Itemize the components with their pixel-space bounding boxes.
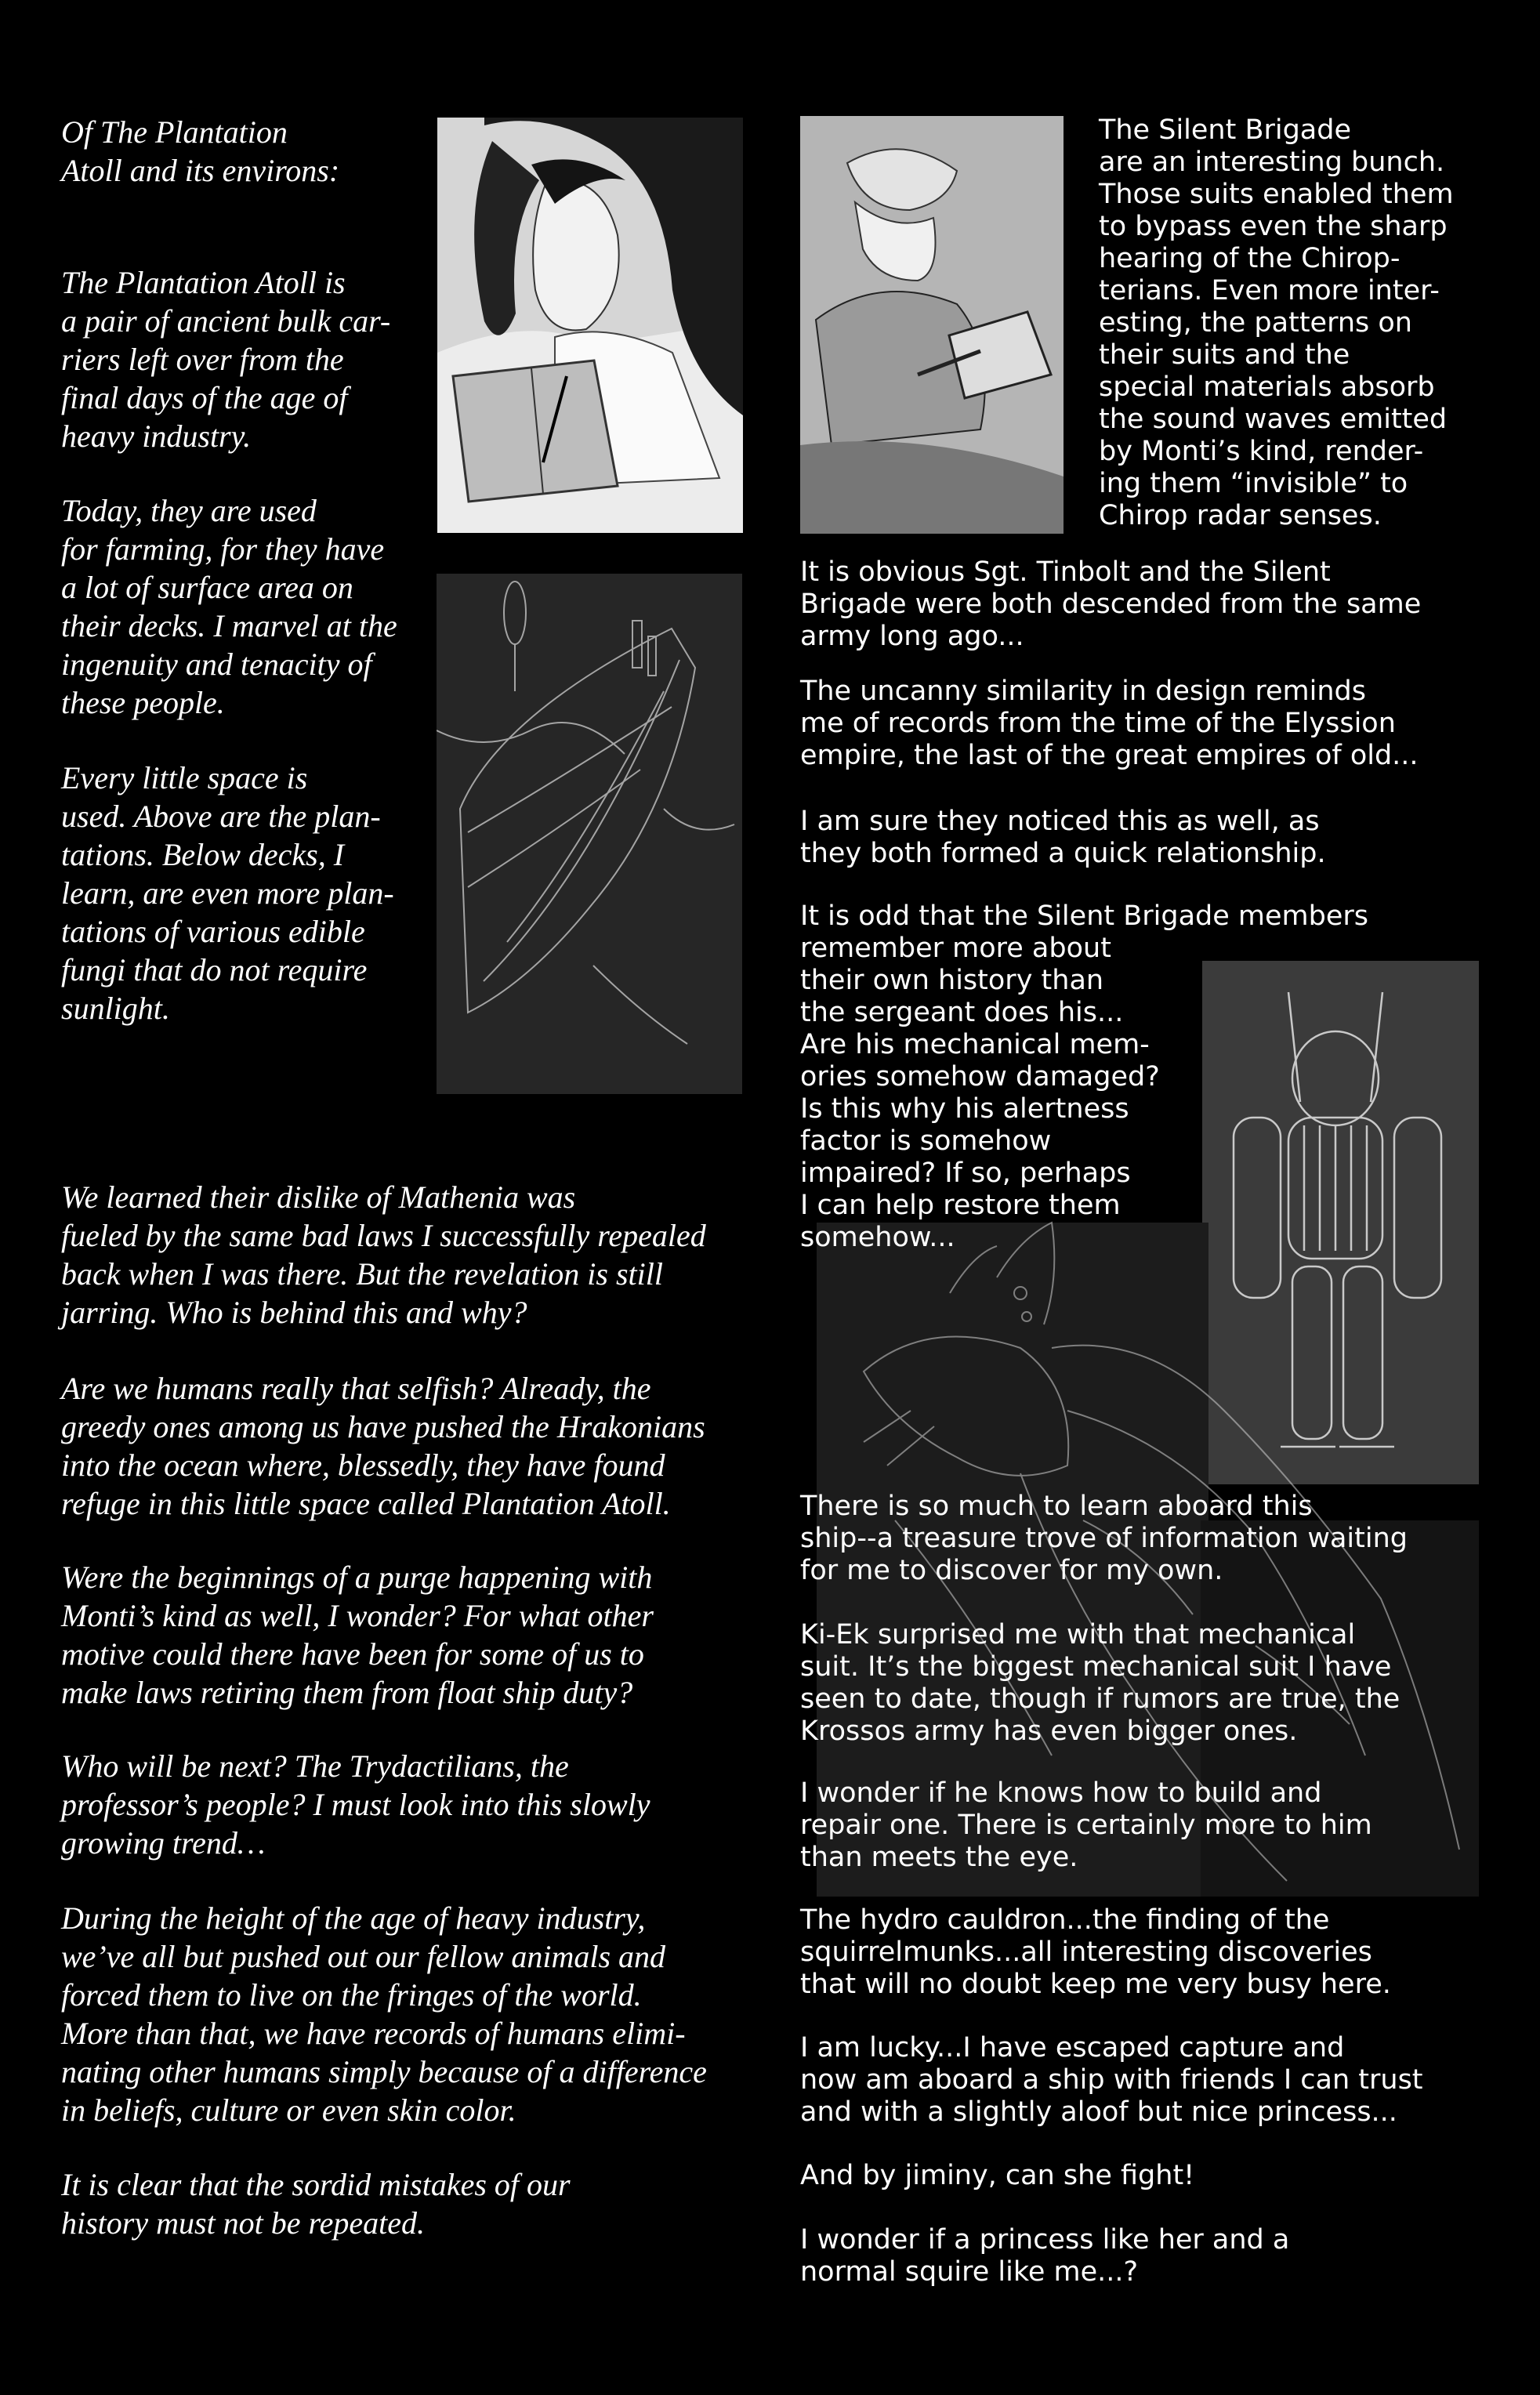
relationship-paragraph: I am sure they noticed this as well, as they both formed a quick relationship. [800, 806, 1326, 869]
ki-ek-paragraph: Ki-Ek surprised me with that mechanical suit. It’s the biggest mechanical suit I have seen to date, though if rumors are true, the Krossos army has even bigger ones. [800, 1619, 1400, 1747]
essay-paragraph-6: It is clear that the sordid mistakes of our history must not be repeated. [61, 2167, 571, 2241]
elyssion-paragraph: The uncanny similarity in design reminds me of records from the time of the Elyssion empire, the last of the great empires of old... [800, 676, 1419, 771]
essay-paragraph-2: Are we humans really that selfish? Already, the greedy ones among us have pushed the Hrakonians into the ocean where, blessedly, they have found refuge in this little space called Plantation Atoll. [61, 1371, 705, 1521]
tinbolt-paragraph: It is obvious Sgt. Tinbolt and the Silent Brigade were both descended from the same army long ago... [800, 556, 1422, 652]
essay-paragraph-4: Who will be next? The Trydactilians, the professor’s people? I must look into this slowly growing trend… [61, 1748, 650, 1861]
essay-paragraph-5: During the height of the age of heavy industry, we’ve all but pushed out our fellow animals and forced them to live on the fringes of the world. More than that, we have records of humans elimi- nating other humans simply because of a difference in beliefs, culture or even skin color. [61, 1900, 707, 2128]
lucky-paragraph: I am lucky...I have escaped capture and now am aboard a ship with friends I can trust and with a slightly aloof but nice princess... [800, 2032, 1423, 2128]
silent-brigade-paragraph: The Silent Brigade are an interesting bunch. Those suits enabled them to bypass even the sharp hearing of the Chirop- terians. Even more inter- esting, the patterns on their suits and the special materials absorb the sound waves emitted by Monti’s kind, render- ing them “invisible” to Chirop radar senses. [1099, 114, 1454, 531]
plantation-paragraph-3: Every little space is used. Above are the plan- tations. Below decks, I learn, are even more plan- tations of various edible fungi that do not require sunlight. [61, 760, 394, 1026]
hydro-cauldron-paragraph: The hydro cauldron...the finding of the squirrelmunks...all interesting discoveries that will no doubt keep me very busy here. [800, 1904, 1391, 2000]
odd-paragraph-first-line: It is odd that the Silent Brigade members [800, 900, 1368, 932]
essay-paragraph-1: We learned their dislike of Mathenia was fueled by the same bad laws I successfully repealed back when I was there. But the revelation is still jarring. Who is behind this and why? [61, 1179, 706, 1330]
build-repair-paragraph: I wonder if he knows how to build and repair one. There is certainly more to him than meets the eye. [800, 1777, 1372, 1873]
jiminy-paragraph: And by jiminy, can she fight! [800, 2160, 1195, 2191]
essay-paragraph-3: Were the beginnings of a purge happening with Monti’s kind as well, I wonder? For what other motive could there have been for some of us to make laws retiring them from float ship duty? [61, 1560, 654, 1710]
plantation-paragraph-1: The Plantation Atoll is a pair of ancient bulk car- riers left over from the final days of the age of heavy industry. [61, 265, 391, 454]
plantation-heading: Of The Plantation Atoll and its environs: [61, 114, 340, 188]
treasure-paragraph: There is so much to learn aboard this ship--a treasure trove of information waiting for me to discover for my own. [800, 1491, 1408, 1586]
bulk-carrier-sketch [437, 574, 742, 1094]
girl-writing-illustration [437, 118, 743, 533]
boy-writing-illustration [800, 116, 1064, 534]
princess-paragraph: I wonder if a princess like her and a normal squire like me...? [800, 2224, 1290, 2288]
odd-paragraph-rest: remember more about their own history than the sergeant does his... Are his mechanical mem- ories somehow damaged? Is this why his alertness factor is somehow impaired? If so, perhaps I can help restore them somehow... [800, 933, 1160, 1253]
plantation-paragraph-2: Today, they are used for farming, for they have a lot of surface area on their decks. I marvel at the ingenuity and tenacity of these people. [61, 493, 397, 720]
